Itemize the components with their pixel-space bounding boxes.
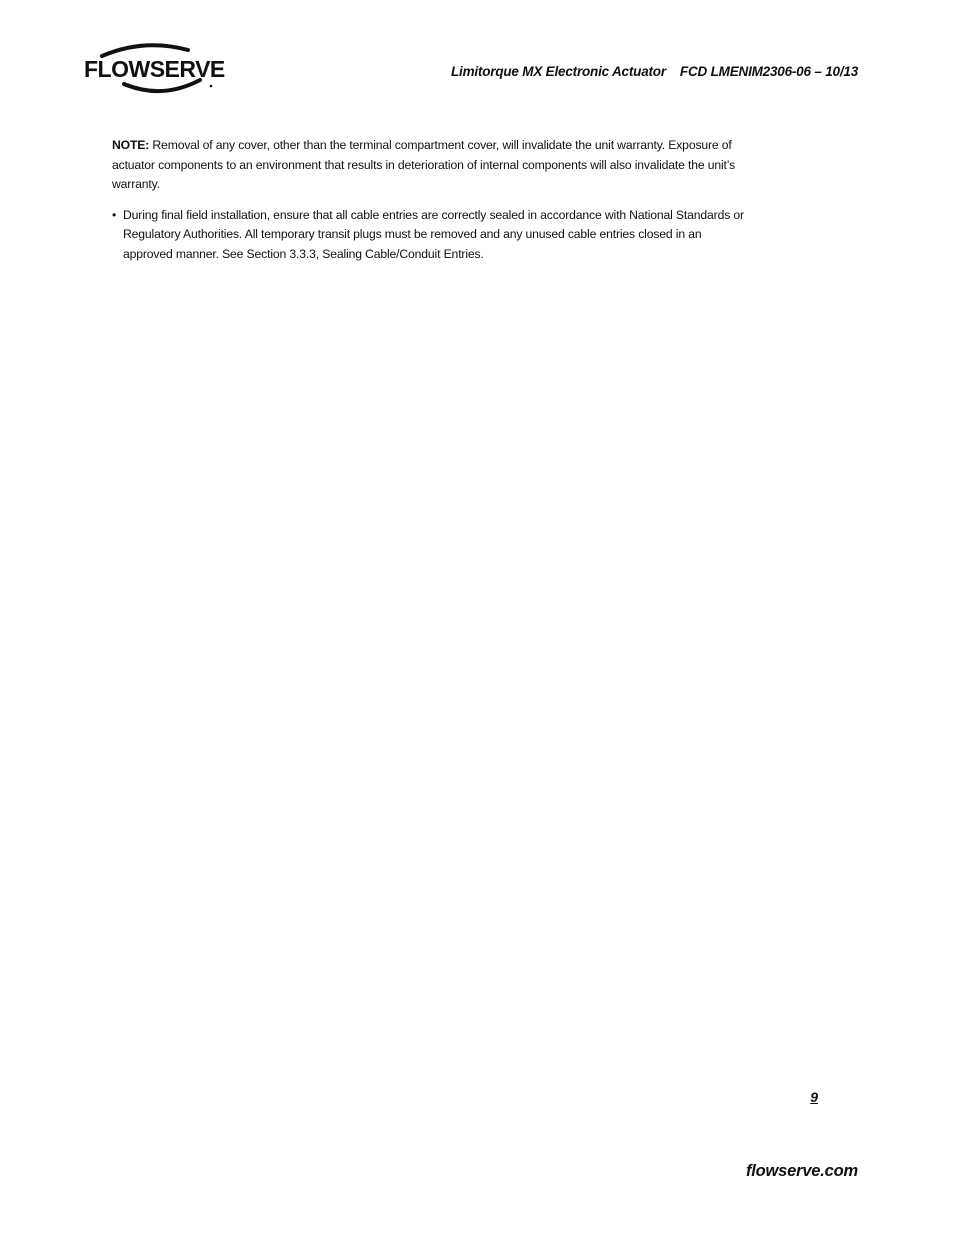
- list-item: [112, 206, 752, 265]
- running-header: [451, 64, 858, 79]
- flowserve-logo: [84, 40, 224, 98]
- note-label: NOTE:: [112, 138, 150, 152]
- product-title: Limitorque MX Electronic Actuator: [450, 64, 666, 79]
- page-number: 9: [810, 1089, 818, 1105]
- bullet-mark: •: [112, 207, 117, 222]
- list-item-text: During final field installation, ensure that all cable entries are correctly sealed in accordance with National Standards or Regulatory Authorities. All temporary transit plugs must be removed and any unused cable entries closed in an approved manner. See Section 3.3.3, Sealing Cable/Conduit Entries.: [123, 207, 744, 261]
- page-body: [112, 136, 752, 264]
- document-code: FCD LMENIM2306-06 – 10/13: [679, 64, 858, 79]
- logo-wordmark: FLOWSERVE: [84, 56, 225, 82]
- bullet-list: [112, 206, 752, 265]
- footer-website: flowserve.com: [745, 1162, 858, 1180]
- note-text: Removal of any cover, other than the terminal compartment cover, will invalidate the unit warranty. Exposure of actuator components to an environment that results in deterioration of internal components will also invalidate the unit’s warranty.: [112, 138, 736, 191]
- warranty-note: [112, 136, 752, 195]
